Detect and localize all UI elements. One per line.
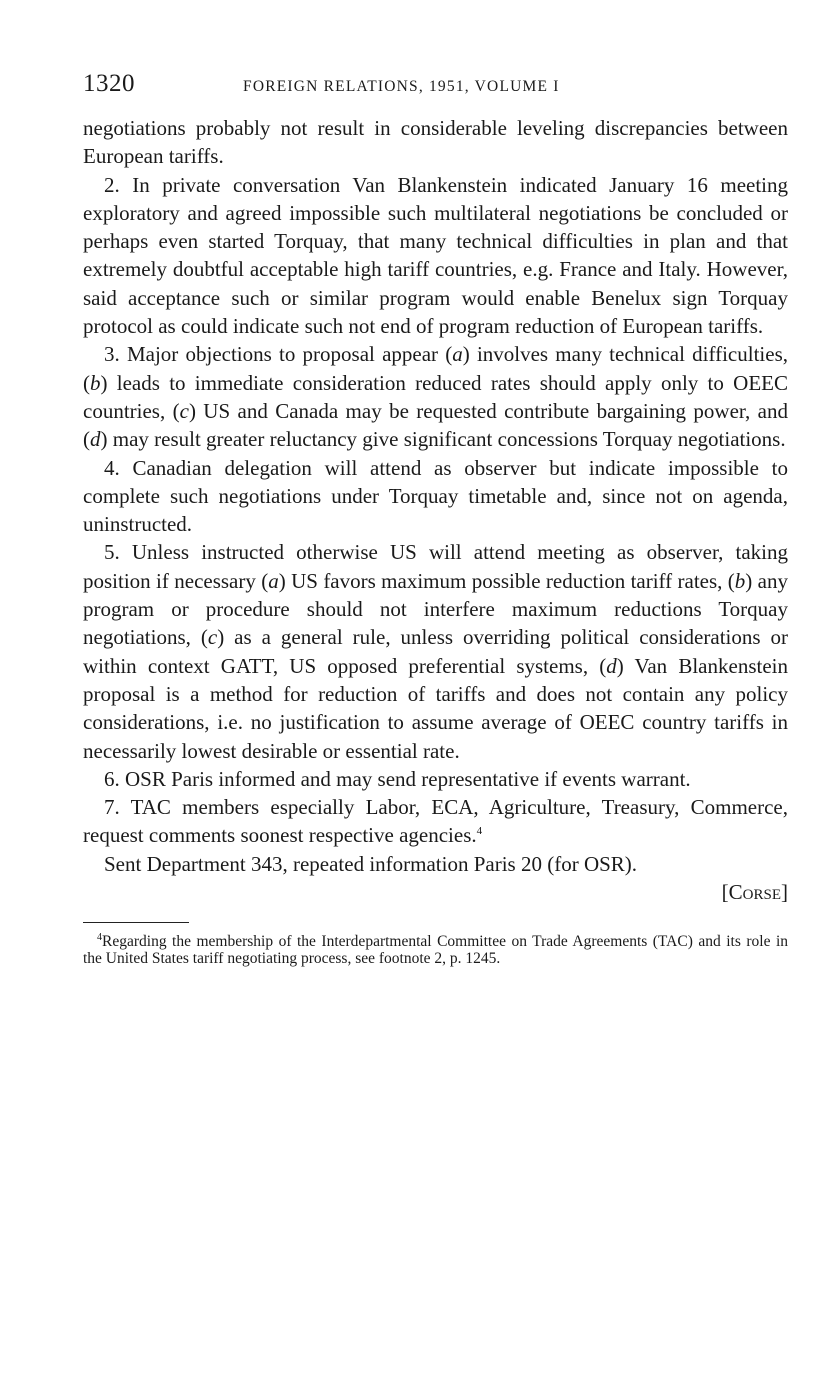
- footnote-divider: [83, 922, 189, 923]
- running-title: FOREIGN RELATIONS, 1951, VOLUME I: [243, 78, 560, 95]
- footnote: [83, 933, 788, 967]
- page-header: [83, 70, 788, 106]
- footnote-marker: 4: [97, 932, 102, 944]
- document-page: [83, 70, 788, 967]
- paragraph-4: 4. Canadian delegation will attend as observer but indicate impossible to complete such negotiations under Torquay timetable and, since not on agenda, uninstructed.: [83, 455, 788, 537]
- footnote-text: Regarding the membership of the Interdepartmental Committee on Trade Agreements (TAC) and its role in the United States tariff negotiating process, see footnote 2, p. 1245.: [83, 933, 788, 968]
- paragraph-7-text: 7. TAC members especially Labor, ECA, Agriculture, Treasury, Commerce, request comments soonest respective agencies.: [83, 795, 788, 848]
- footnote-reference: 4: [476, 825, 483, 838]
- paragraph-7: [83, 793, 788, 850]
- paragraph-5: 5. Unless instructed otherwise US will attend meeting as observer, taking position if necessary (a) US favors maximum possible reduction tariff rates, (b) any program or procedure should not interfere maximum reductions Torquay negotiations, (c) as a general rule, unless overriding political considerations or within context GATT, US opposed preferential systems, (d) Van Blankenstein proposal is a method for reduction of tariffs and does not contain any policy considerations, i.e. no justification to assume average of OEEC country tariffs in necessarily lowest desirable or essential rate.: [83, 540, 788, 763]
- paragraph-continuation: negotiations probably not result in considerable leveling discrepancies between European tariffs.: [83, 116, 788, 169]
- paragraph-6: 6. OSR Paris informed and may send representative if events warrant.: [104, 766, 691, 791]
- document-body: [83, 114, 788, 878]
- signature: [Corse]: [721, 880, 788, 905]
- paragraph-sent-line: Sent Department 343, repeated information Paris 20 (for OSR).: [104, 851, 638, 876]
- paragraph-3: 3. Major objections to proposal appear (a) involves many technical difficulties, (b) leads to immediate consideration reduced rates should apply only to OEEC countries, (c) US and Canada may be requested contribute bargaining power, and (d) may result greater reluctancy give significant concessions Torquay negotiations.: [83, 342, 789, 452]
- paragraph-2: 2. In private conversation Van Blankenstein indicated January 16 meeting exploratory and agreed impossible such multilateral negotiations be concluded or perhaps even started Torquay, that many technical difficulties in plan and that extremely doubtful acceptable high tariff countries, e.g. France and Italy. However, said acceptance such or similar program would enable Benelux sign Torquay protocol as could indicate such not end of program reduction of European tariffs.: [83, 172, 788, 339]
- page-number: 1320: [83, 70, 135, 97]
